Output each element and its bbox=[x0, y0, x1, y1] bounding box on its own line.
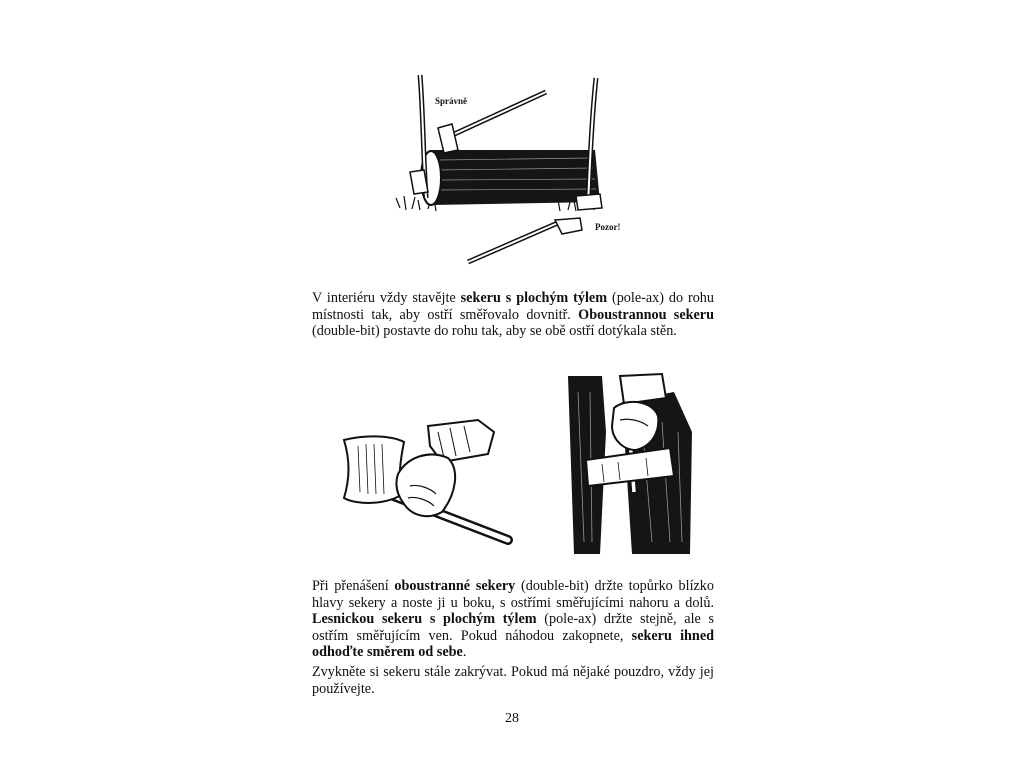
p1-text-1: V interiéru vždy stavějte bbox=[312, 290, 461, 306]
p1-bold-1: sekeru s plochým týlem bbox=[460, 290, 608, 306]
p2-text-4: . bbox=[462, 644, 467, 661]
p2-text-2: (double-bit) držte topůrko blízko hlavy sekery a noste ji u boku, s ostřími směřujícími nahoru a dolů. bbox=[312, 578, 714, 611]
p2-text-3: (pole-ax) držte stejně, ale s ostřím směřujícím ven. Pokud náhodou zakopnete, bbox=[312, 611, 714, 644]
page-number: 28 bbox=[505, 711, 519, 726]
paragraph-indoor-storage bbox=[312, 290, 714, 340]
p2-text-1: Při přenášení bbox=[312, 578, 395, 594]
paragraph-cover-axe: Zvykněte si sekeru stále zakrývat. Pokud má nějaké pouzdro, vždy jej používejte. bbox=[312, 664, 714, 697]
label-correct: Správně bbox=[435, 96, 468, 106]
p1-text-2: (pole-ax) do rohu místnosti tak, aby ostří směřovalo dovnitř. bbox=[312, 290, 714, 323]
p2-bold-3: sekeru ihned odhoďte směrem od sebe bbox=[312, 627, 715, 661]
p2-bold-1: oboustranné sekery bbox=[394, 578, 516, 594]
p2-bold-2: Lesnickou sekeru s plochým týlem bbox=[312, 611, 537, 628]
label-caution: Pozor! bbox=[595, 222, 621, 232]
pole-axe-carry-illustration bbox=[562, 372, 697, 554]
paragraph-carrying-axe bbox=[312, 578, 714, 661]
p1-text-3: (double-bit) postavte do rohu tak, aby se obě ostří dotýkala stěn. bbox=[312, 323, 677, 340]
axes-against-log-illustration bbox=[390, 70, 640, 270]
p1-bold-2: Oboustrannou sekeru bbox=[578, 306, 714, 323]
double-bit-axe-carry-illustration bbox=[338, 412, 513, 552]
